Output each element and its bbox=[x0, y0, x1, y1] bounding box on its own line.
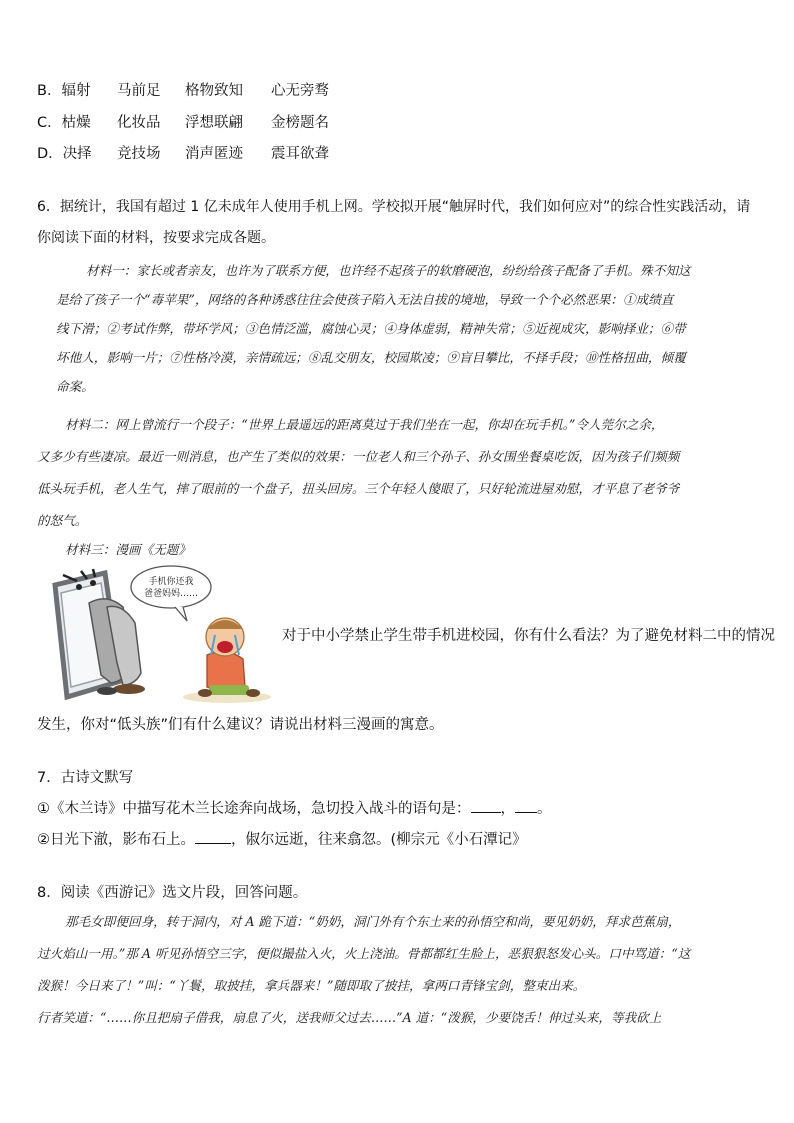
option-b-word0: B．辐射 bbox=[37, 83, 91, 99]
answer-blank[interactable] bbox=[471, 798, 501, 813]
q8-passage-line: 那毛女即便回身，转于洞内，对 A 跪下道：“奶奶，洞门外有个东土来的孙悟空和尚，要见奶奶，拜求芭蕉扇， bbox=[65, 914, 681, 929]
option-b-word3: 心无旁骛 bbox=[271, 83, 329, 99]
option-d-row bbox=[37, 144, 357, 164]
option-b-word2: 格物致知 bbox=[185, 83, 243, 99]
option-d-word2: 消声匿迹 bbox=[185, 146, 243, 162]
material-2-line: 的怒气。 bbox=[37, 513, 88, 528]
q7-line2 bbox=[37, 825, 759, 856]
material-1-line: 是给了孩子一个“毒苹果”，网络的各种诱惑往往会使孩子陷入无法自拔的境地，导致一个个必然恶果：①成绩直 bbox=[56, 292, 674, 307]
option-d-word1: 竞技场 bbox=[117, 146, 161, 162]
option-d-word3: 震耳欲聋 bbox=[271, 146, 329, 162]
material-1 bbox=[56, 256, 760, 401]
question-6-stem bbox=[37, 192, 759, 254]
q8-passage-line: 行者笑道：“……你且把扇子借我，扇息了火，送我师父过去……”A 道：“泼猴，少要饶舌！伸过头来，等我砍上 bbox=[37, 1010, 662, 1025]
answer-blank[interactable] bbox=[195, 829, 231, 844]
answer-blank[interactable] bbox=[515, 798, 537, 813]
material-1-line: 命案。 bbox=[56, 379, 94, 394]
q7-line1-text: ①《木兰诗》中描写花木兰长途奔向战场，急切投入战斗的语句是： bbox=[37, 801, 471, 817]
q7-line1 bbox=[37, 794, 759, 825]
bubble-text-line2: 爸爸妈妈…… bbox=[143, 589, 199, 599]
option-c-word3: 金榜题名 bbox=[271, 115, 329, 131]
q7-title: 7．古诗文默写 bbox=[37, 770, 134, 786]
q7-line2-text: ②日光下澈，影布石上。 bbox=[37, 832, 195, 848]
material-1-line: 材料一：家长或者亲友，也许为了联系方便，也许经不起孩子的软磨硬泡，纷纷给孩子配备了手机。殊不知这 bbox=[86, 263, 691, 278]
q8-title: 8．阅读《西游记》选文片段，回答问题。 bbox=[37, 885, 308, 901]
q8-passage-line: 泼猴！今日来了！”叫：“丫鬟，取披挂，拿兵器来！”随即取了披挂，拿两口青锋宝剑，整束出来。 bbox=[37, 978, 586, 993]
option-b-word1: 马前足 bbox=[117, 83, 161, 99]
q6-stem-line1: 6．据统计，我国有超过 1 亿未成年人使用手机上网。学校拟开展“触屏时代，我们如何应对”的综合性实践活动，请 bbox=[37, 199, 751, 215]
option-c-word2: 浮想联翩 bbox=[185, 115, 243, 131]
q8-passage bbox=[37, 906, 762, 1034]
option-c-word0: C．枯燥 bbox=[37, 115, 91, 131]
material-2-line: 又多少有些凄凉。最近一则消息，也产生了类似的效果：一位老人和三个孙子、孙女围坐餐桌吃饭，因为孩子们频频 bbox=[37, 449, 680, 464]
option-b-row bbox=[37, 81, 357, 101]
material-3-title: 材料三：漫画《无题》 bbox=[65, 542, 191, 557]
material-2 bbox=[37, 409, 762, 537]
material-1-line: 线下滑；②考试作弊，带坏学风；③色情泛滥，腐蚀心灵；④身体虚弱，精神失常；⑤近视成灾，影响择业；⑥带 bbox=[56, 321, 686, 336]
q6-stem-line2: 你阅读下面的材料，按要求完成各题。 bbox=[37, 230, 275, 246]
material-1-line: 坏他人，影响一片；⑦性格冷漠，亲情疏远；⑧乱交朋友，校园欺凌；⑨盲目攀比，不择手段；⑩性格扭曲，倾覆 bbox=[56, 350, 686, 365]
option-c-word1: 化妆品 bbox=[117, 115, 161, 131]
q7-line2-suffix: ，俶尔远逝，往来翕忽。(柳宗元《小石潭记》 bbox=[231, 832, 527, 848]
material-2-line: 材料二：网上曾流行一个段子：“世界上最遥远的距离莫过于我们坐在一起，你却在玩手机。”令人莞尔之余， bbox=[65, 417, 664, 432]
q7-line1-end: 。 bbox=[537, 801, 552, 817]
cartoon-image bbox=[37, 563, 282, 706]
q6-task-line2: 发生，你对“低头族”们有什么建议？请说出材料三漫画的寓意。 bbox=[37, 717, 444, 733]
material-2-line: 低头玩手机，老人生气，摔了眼前的一个盘子，扭头回房。三个年轻人傻眼了，只好轮流进屋劝慰，才平息了老爷爷 bbox=[37, 481, 680, 496]
option-d-word0: D．决择 bbox=[37, 146, 92, 162]
option-c-row bbox=[37, 113, 357, 133]
speech-bubble bbox=[131, 566, 211, 608]
bubble-text-line1: 手机你还我 bbox=[148, 577, 194, 587]
q6-task-beside-cartoon: 对于中小学禁止学生带手机进校园，你有什么看法？为了避免材料二中的情况 bbox=[282, 628, 775, 644]
q7-line1-sep: ， bbox=[500, 801, 515, 817]
q8-passage-line: 过火焰山一用。”那 A 听见孙悟空三字，便似撮盐入火，火上浇油。骨都都红生脸上，恶狠狠怒发心头。口中骂道：“这 bbox=[37, 946, 691, 961]
question-7 bbox=[37, 763, 759, 856]
